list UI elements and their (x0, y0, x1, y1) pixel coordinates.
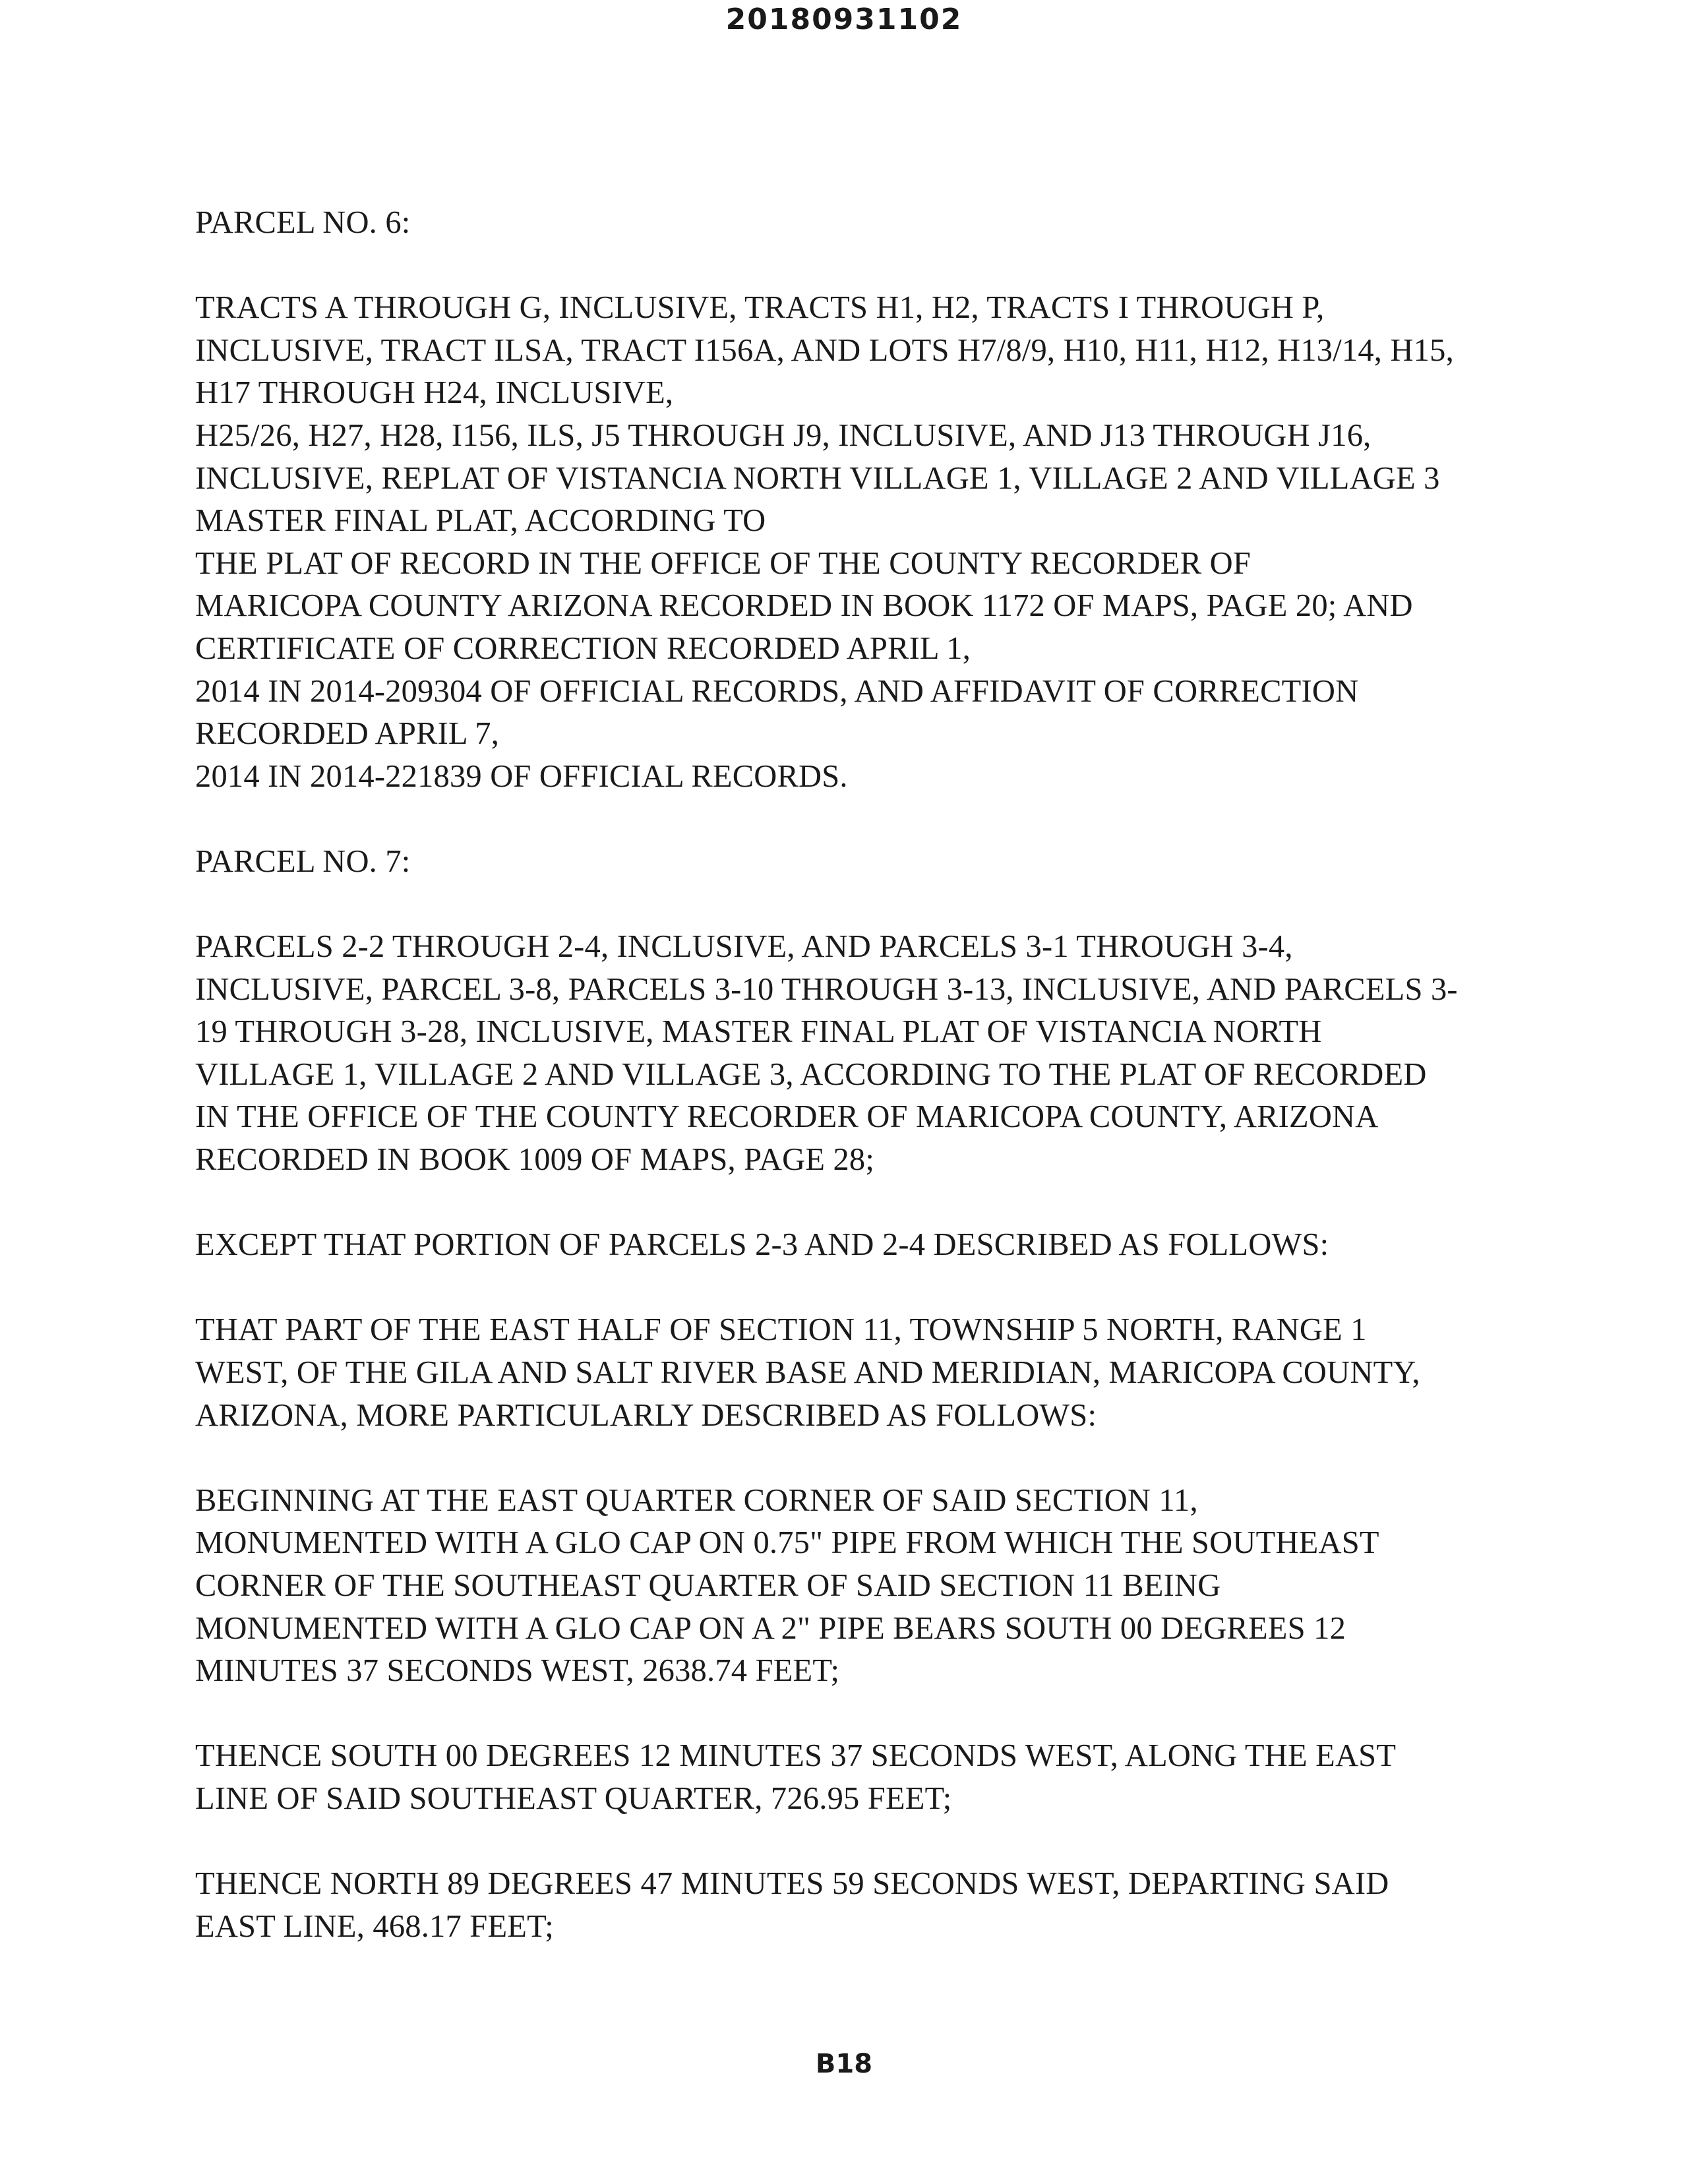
text-line: PARCEL NO. 7: (195, 843, 411, 879)
section-description (195, 1309, 1540, 1437)
text-line: PARCEL NO. 6: (195, 205, 411, 240)
text-line: INCLUSIVE, REPLAT OF VISTANCIA NORTH VILLAGE 1, VILLAGE 2 AND VILLAGE 3 (195, 460, 1440, 496)
text-line: H17 THROUGH H24, INCLUSIVE, (195, 375, 674, 411)
text-line: INCLUSIVE, PARCEL 3-8, PARCELS 3-10 THROUGH 3-13, INCLUSIVE, AND PARCELS 3- (195, 971, 1458, 1007)
text-line: TRACTS A THROUGH G, INCLUSIVE, TRACTS H1, H2, TRACTS I THROUGH P, (195, 290, 1325, 326)
text-line: CERTIFICATE OF CORRECTION RECORDED APRIL 1, (195, 630, 971, 666)
text-line: THENCE SOUTH 00 DEGREES 12 MINUTES 37 SECONDS WEST, ALONG THE EAST (195, 1738, 1397, 1774)
text-line: MONUMENTED WITH A GLO CAP ON A 2" PIPE BEARS SOUTH 00 DEGREES 12 (195, 1610, 1346, 1646)
text-line: 2014 IN 2014-221839 OF OFFICIAL RECORDS. (195, 758, 848, 794)
exception-clause (195, 1224, 1540, 1267)
text-line: THE PLAT OF RECORD IN THE OFFICE OF THE COUNTY RECORDER OF (195, 545, 1251, 581)
text-line: MARICOPA COUNTY ARIZONA RECORDED IN BOOK 1172 OF MAPS, PAGE 20; AND (195, 588, 1413, 624)
course-1 (195, 1735, 1540, 1820)
text-line: WEST, OF THE GILA AND SALT RIVER BASE AND MERIDIAN, MARICOPA COUNTY, (195, 1355, 1420, 1391)
text-line: THENCE NORTH 89 DEGREES 47 MINUTES 59 SECONDS WEST, DEPARTING SAID (195, 1866, 1389, 1902)
text-line: LINE OF SAID SOUTHEAST QUARTER, 726.95 FEET; (195, 1780, 952, 1816)
text-line: MINUTES 37 SECONDS WEST, 2638.74 FEET; (195, 1653, 840, 1689)
text-line: EXCEPT THAT PORTION OF PARCELS 2-3 AND 2-4 DESCRIBED AS FOLLOWS: (195, 1227, 1329, 1263)
text-line: BEGINNING AT THE EAST QUARTER CORNER OF SAID SECTION 11, (195, 1482, 1198, 1518)
text-line: MONUMENTED WITH A GLO CAP ON 0.75" PIPE FROM WHICH THE SOUTHEAST (195, 1525, 1379, 1561)
point-of-beginning (195, 1480, 1540, 1693)
text-line: CORNER OF THE SOUTHEAST QUARTER OF SAID SECTION 11 BEING (195, 1568, 1221, 1603)
text-line: 19 THROUGH 3-28, INCLUSIVE, MASTER FINAL PLAT OF VISTANCIA NORTH (195, 1014, 1322, 1050)
page-label: B18 (815, 2049, 873, 2079)
text-line: PARCELS 2-2 THROUGH 2-4, INCLUSIVE, AND PARCELS 3-1 THROUGH 3-4, (195, 929, 1293, 965)
text-line: 2014 IN 2014-209304 OF OFFICIAL RECORDS, AND AFFIDAVIT OF CORRECTION (195, 673, 1359, 709)
text-line: RECORDED APRIL 7, (195, 716, 500, 752)
text-line: EAST LINE, 468.17 FEET; (195, 1908, 554, 1944)
document-number: 20180931102 (725, 3, 963, 36)
text-line: H25/26, H27, H28, I156, ILS, J5 THROUGH J9, INCLUSIVE, AND J13 THROUGH J16, (195, 417, 1372, 453)
text-line: INCLUSIVE, TRACT ILSA, TRACT I156A, AND LOTS H7/8/9, H10, H11, H12, H13/14, H15, (195, 332, 1454, 368)
text-line: THAT PART OF THE EAST HALF OF SECTION 11, TOWNSHIP 5 NORTH, RANGE 1 (195, 1312, 1367, 1348)
text-line: RECORDED IN BOOK 1009 OF MAPS, PAGE 28; (195, 1142, 875, 1178)
parcel-6-description (195, 287, 1540, 798)
text-line: ARIZONA, MORE PARTICULARLY DESCRIBED AS FOLLOWS: (195, 1397, 1097, 1433)
course-2 (195, 1863, 1540, 1948)
document-body (195, 202, 1540, 1991)
text-line: IN THE OFFICE OF THE COUNTY RECORDER OF MARICOPA COUNTY, ARIZONA (195, 1099, 1379, 1135)
text-line: VILLAGE 1, VILLAGE 2 AND VILLAGE 3, ACCORDING TO THE PLAT OF RECORDED (195, 1056, 1427, 1092)
parcel-7-heading (195, 841, 1540, 884)
text-line: MASTER FINAL PLAT, ACCORDING TO (195, 503, 766, 539)
parcel-6-heading (195, 202, 1540, 245)
parcel-7-description (195, 926, 1540, 1182)
